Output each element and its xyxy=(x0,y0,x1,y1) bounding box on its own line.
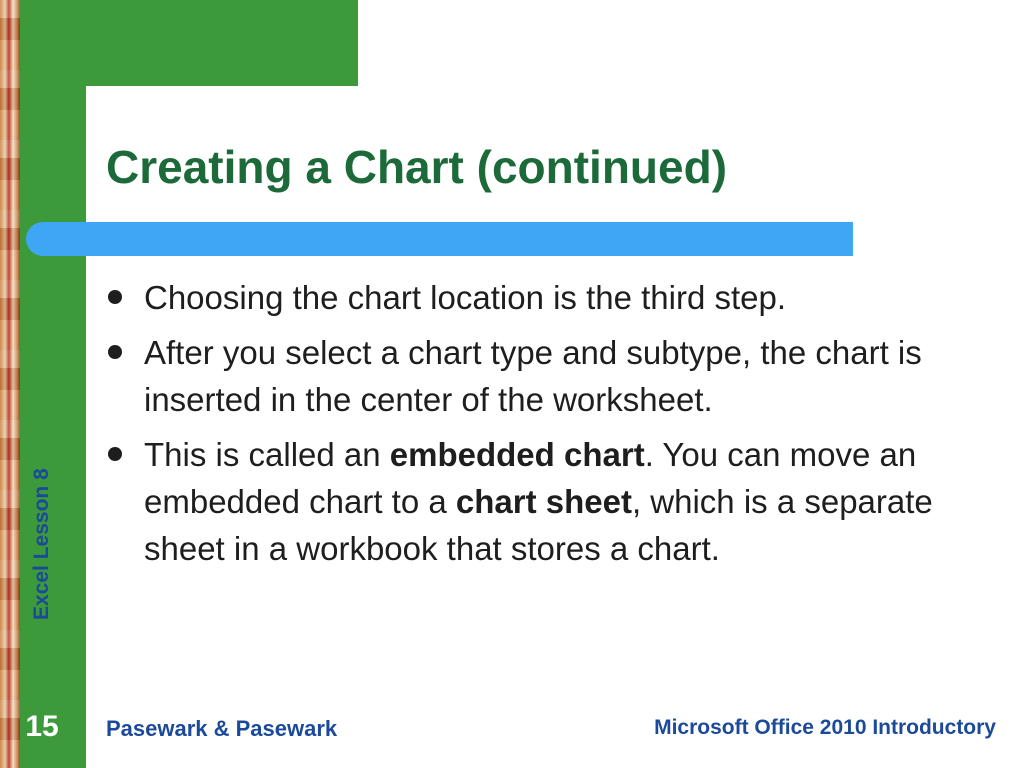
bullet-item-3 xyxy=(104,431,984,572)
bullet-dot-icon xyxy=(108,447,122,461)
term-embedded-chart: embedded chart xyxy=(389,436,645,473)
green-top-block xyxy=(20,0,358,86)
slide-title: Creating a Chart (continued) xyxy=(106,141,728,193)
bullet-text: This is called an xyxy=(144,436,390,473)
bullet-item-2 xyxy=(104,329,984,423)
slide-number: 15 xyxy=(20,706,64,748)
lesson-label: Excel Lesson 8 xyxy=(30,468,53,620)
bullet-dot-icon xyxy=(108,290,122,304)
bullet-dot-icon xyxy=(108,345,122,359)
bullet-list xyxy=(104,274,984,580)
bullet-text: Choosing the chart location is the third step. xyxy=(144,279,787,316)
term-chart-sheet: chart sheet xyxy=(455,483,632,520)
decorative-photo-strip xyxy=(0,0,20,768)
bullet-text: . You can move an embedded chart to a xyxy=(144,436,917,520)
title-underline-bar xyxy=(26,222,853,256)
green-sidebar xyxy=(20,0,86,768)
bullet-text: , which is a separate sheet in a workbook that stores a chart. xyxy=(144,483,933,567)
footer-author: Pasewark & Pasewark xyxy=(106,716,338,741)
footer-course: Microsoft Office 2010 Introductory xyxy=(654,716,996,739)
bullet-item-1 xyxy=(104,274,984,321)
bullet-text: After you select a chart type and subtype, the chart is inserted in the center of the worksheet. xyxy=(144,334,922,418)
